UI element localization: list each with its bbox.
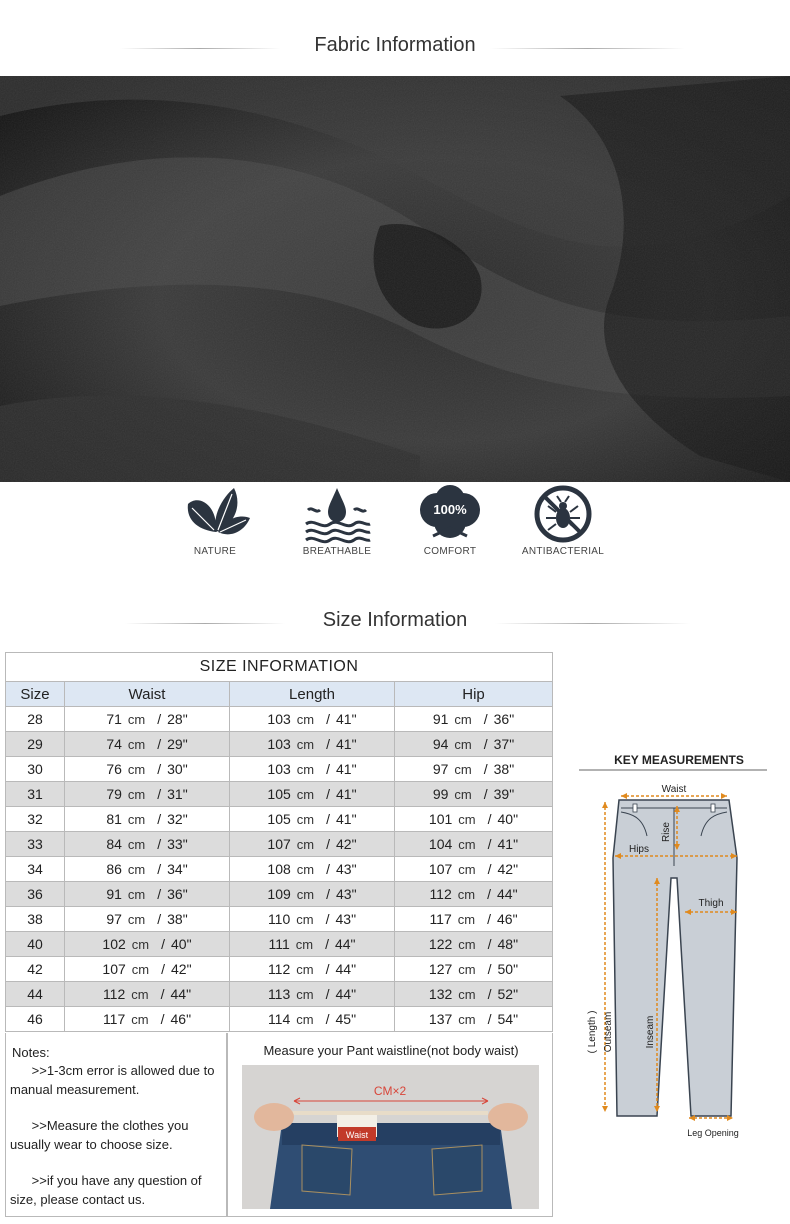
hip-inch-value: 44" — [497, 886, 518, 902]
length-inch-value: 42" — [336, 836, 357, 852]
table-header-row — [6, 682, 553, 707]
hip-cell — [395, 832, 553, 857]
separator: / — [487, 936, 492, 952]
waist-inch-value: 40" — [171, 936, 192, 952]
tag-label: Waist — [345, 1130, 369, 1140]
no-bug-icon — [526, 484, 600, 544]
waist-cm-value: 97 — [106, 911, 122, 927]
length-cm-value: 114 — [267, 1011, 291, 1027]
table-row — [6, 707, 553, 732]
separator: / — [487, 811, 492, 827]
hip-cell — [395, 982, 553, 1007]
label-leg-opening: Leg Opening — [687, 1128, 739, 1138]
hip-cell — [395, 732, 553, 757]
waist-cell — [65, 807, 230, 832]
waist-inch-value: 32" — [167, 811, 188, 827]
table-row — [6, 782, 553, 807]
size-cell: 40 — [6, 932, 65, 957]
separator: / — [483, 786, 488, 802]
unit-label: cm — [296, 987, 314, 1002]
length-cell — [230, 832, 395, 857]
hip-inch-value: 48" — [497, 936, 519, 952]
length-cell — [230, 1007, 395, 1032]
unit-label: cm — [454, 712, 472, 727]
length-cm-value: 108 — [267, 861, 291, 877]
separator: / — [487, 836, 492, 852]
unit-label: cm — [458, 962, 476, 977]
unit-label: cm — [296, 712, 315, 727]
length-cell — [230, 982, 395, 1007]
waist-cm-value: 74 — [106, 736, 122, 752]
waist-inch-value: 44" — [170, 986, 192, 1002]
separator: / — [160, 1011, 165, 1027]
table-row — [6, 857, 553, 882]
length-cell — [230, 782, 395, 807]
separator: / — [325, 1011, 330, 1027]
size-cell: 31 — [6, 782, 65, 807]
unit-label: cm — [127, 787, 146, 802]
note-item: >>if you have any question of size, please contact us. — [10, 1173, 206, 1207]
waist-cell — [65, 932, 230, 957]
unit-label: cm — [295, 937, 314, 952]
hip-cm-value: 91 — [432, 711, 449, 727]
separator: / — [161, 936, 166, 952]
hip-inch-value: 41" — [497, 836, 519, 852]
separator: / — [157, 811, 162, 827]
length-cell — [230, 932, 395, 957]
waist-cm-value: 86 — [106, 861, 122, 877]
hip-cell — [395, 857, 553, 882]
unit-label: cm — [131, 1012, 149, 1027]
size-section-header — [0, 603, 790, 643]
feature-label: BREATHABLE — [302, 546, 372, 557]
separator: / — [157, 786, 162, 802]
size-cell: 30 — [6, 757, 65, 782]
separator: / — [325, 911, 330, 927]
hip-cm-value: 94 — [432, 736, 449, 752]
separator: / — [326, 761, 331, 777]
length-inch-value: 44" — [335, 986, 357, 1002]
note-item: >>1-3cm error is allowed due to manual measurement. — [10, 1063, 219, 1097]
unit-label: cm — [454, 762, 472, 777]
length-cm-value: 110 — [267, 911, 291, 927]
separator: / — [326, 811, 331, 827]
table-row — [6, 957, 553, 982]
fabric-section-header — [0, 28, 790, 68]
table-row — [6, 982, 553, 1007]
fabric-photo — [0, 76, 790, 482]
column-header-waist: Waist — [65, 682, 230, 707]
waist-cm-value: 91 — [106, 886, 122, 902]
unit-label: cm — [296, 762, 315, 777]
length-cm-value: 105 — [267, 786, 291, 802]
unit-label: cm — [127, 812, 146, 827]
separator: / — [483, 711, 488, 727]
table-row — [6, 757, 553, 782]
separator: / — [157, 886, 162, 902]
unit-label: cm — [127, 912, 146, 927]
label-rise: Rise — [661, 821, 672, 843]
hip-cm-value: 132 — [428, 986, 453, 1002]
waist-cell — [65, 957, 230, 982]
hip-cell — [395, 707, 553, 732]
size-cell: 46 — [6, 1007, 65, 1032]
unit-label: cm — [458, 987, 476, 1002]
separator: / — [483, 736, 488, 752]
hip-cell — [395, 782, 553, 807]
unit-label: cm — [296, 912, 314, 927]
hip-inch-value: 52" — [497, 986, 519, 1002]
notes-panel — [5, 1033, 227, 1217]
waist-cm-value: 76 — [106, 761, 122, 777]
waist-cell — [65, 907, 230, 932]
waist-cell — [65, 832, 230, 857]
separator: / — [160, 986, 165, 1002]
length-inch-value: 43" — [335, 911, 357, 927]
waist-inch-value: 29" — [167, 736, 188, 752]
separator: / — [487, 961, 492, 977]
unit-label: cm — [457, 887, 476, 902]
feature-breathable — [282, 484, 392, 557]
tape-label: CM×2 — [373, 1084, 407, 1098]
waist-cell — [65, 732, 230, 757]
size-cell: 44 — [6, 982, 65, 1007]
length-inch-value: 43" — [336, 861, 357, 877]
hip-inch-value: 42" — [497, 861, 519, 877]
waist-inch-value: 28" — [167, 711, 188, 727]
unit-label: cm — [458, 1012, 476, 1027]
hip-inch-value: 39" — [493, 786, 515, 802]
feature-icons — [170, 484, 620, 564]
divider — [490, 48, 685, 49]
waist-inch-value: 42" — [171, 961, 192, 977]
hip-cell — [395, 757, 553, 782]
length-cm-value: 105 — [267, 811, 291, 827]
unit-label: cm — [127, 862, 146, 877]
table-body — [6, 707, 553, 1032]
length-cell — [230, 707, 395, 732]
hip-cm-value: 112 — [429, 886, 452, 902]
waist-cm-value: 102 — [102, 936, 126, 952]
length-cell — [230, 907, 395, 932]
hip-cm-value: 104 — [428, 836, 453, 852]
length-cm-value: 103 — [267, 761, 291, 777]
waist-cell — [65, 882, 230, 907]
waist-inch-value: 38" — [167, 911, 188, 927]
feature-nature — [160, 484, 270, 557]
hip-cell — [395, 957, 553, 982]
separator: / — [487, 886, 491, 902]
waist-inch-value: 34" — [167, 861, 188, 877]
table-row — [6, 932, 553, 957]
length-cell — [230, 882, 395, 907]
waist-cm-value: 79 — [106, 786, 122, 802]
separator: / — [157, 861, 162, 877]
unit-label: cm — [296, 837, 315, 852]
hip-cm-value: 99 — [432, 786, 449, 802]
waist-inch-value: 31" — [167, 786, 188, 802]
column-header-hip: Hip — [395, 682, 553, 707]
length-cell — [230, 957, 395, 982]
table-caption: SIZE INFORMATION — [6, 653, 553, 682]
separator: / — [325, 986, 330, 1002]
section-title: Size Information — [322, 609, 468, 631]
length-cm-value: 112 — [267, 961, 291, 977]
unit-label: cm — [131, 962, 150, 977]
unit-label: cm — [296, 787, 315, 802]
separator: / — [487, 986, 492, 1002]
waist-inch-value: 46" — [170, 1011, 192, 1027]
length-cm-value: 111 — [268, 936, 290, 952]
waist-inch-value: 36" — [167, 886, 188, 902]
unit-label: cm — [296, 1012, 314, 1027]
separator: / — [326, 861, 331, 877]
separator: / — [487, 911, 491, 927]
separator: / — [326, 711, 331, 727]
unit-label: cm — [296, 962, 314, 977]
feature-label: NATURE — [193, 546, 237, 557]
cotton-badge-text: 100% — [433, 502, 467, 517]
waist-cm-value: 107 — [102, 961, 126, 977]
hip-cm-value: 107 — [428, 861, 453, 877]
waist-cm-value: 81 — [106, 811, 122, 827]
waist-cm-value: 84 — [106, 836, 122, 852]
unit-label: cm — [127, 762, 146, 777]
hip-cell — [395, 882, 553, 907]
hip-cell — [395, 932, 553, 957]
waist-cell — [65, 1007, 230, 1032]
water-drop-icon — [300, 484, 374, 544]
waist-cell — [65, 857, 230, 882]
waist-cm-value: 117 — [102, 1011, 126, 1027]
column-header-length: Length — [230, 682, 395, 707]
separator: / — [487, 861, 492, 877]
unit-label: cm — [296, 862, 315, 877]
label-inseam: Inseam — [645, 1015, 656, 1049]
unit-label: cm — [458, 937, 476, 952]
separator: / — [483, 761, 488, 777]
table-row — [6, 882, 553, 907]
hip-inch-value: 50" — [497, 961, 519, 977]
length-inch-value: 41" — [336, 811, 357, 827]
length-inch-value: 41" — [336, 736, 357, 752]
separator: / — [157, 836, 162, 852]
hip-inch-value: 38" — [493, 761, 515, 777]
hip-inch-value: 40" — [497, 811, 519, 827]
separator: / — [326, 836, 331, 852]
size-cell: 28 — [6, 707, 65, 732]
separator: / — [325, 936, 329, 952]
hip-inch-value: 36" — [493, 711, 515, 727]
feature-comfort — [395, 484, 505, 557]
separator: / — [157, 911, 162, 927]
hip-cell — [395, 907, 553, 932]
unit-label: cm — [458, 862, 476, 877]
key-measurements-panel — [577, 748, 772, 1148]
unit-label: cm — [454, 737, 472, 752]
hip-inch-value: 37" — [493, 736, 515, 752]
waist-inch-value: 30" — [167, 761, 188, 777]
divider — [495, 623, 690, 624]
separator: / — [326, 886, 331, 902]
unit-label: cm — [296, 737, 315, 752]
length-inch-value: 41" — [336, 761, 357, 777]
waist-cell — [65, 757, 230, 782]
cotton-100-icon — [413, 484, 487, 544]
separator: / — [326, 786, 331, 802]
length-cell — [230, 807, 395, 832]
table-row — [6, 732, 553, 757]
label-outseam: Outseam — [603, 1011, 614, 1053]
size-cell: 32 — [6, 807, 65, 832]
feature-antibacterial — [508, 484, 618, 557]
separator: / — [157, 711, 162, 727]
feature-label: COMFORT — [423, 546, 477, 557]
measure-panel — [227, 1033, 553, 1217]
length-inch-value: 41" — [336, 786, 357, 802]
waist-cm-value: 112 — [102, 986, 126, 1002]
label-waist: Waist — [661, 784, 687, 795]
hip-cm-value: 101 — [428, 811, 453, 827]
hip-cell — [395, 807, 553, 832]
size-cell: 42 — [6, 957, 65, 982]
size-cell: 38 — [6, 907, 65, 932]
length-cell — [230, 732, 395, 757]
waist-cell — [65, 707, 230, 732]
separator: / — [157, 761, 162, 777]
hip-cm-value: 122 — [428, 936, 453, 952]
hip-cell — [395, 1007, 553, 1032]
length-cell — [230, 757, 395, 782]
label-thigh: Thigh — [698, 898, 724, 909]
table-row — [6, 807, 553, 832]
size-cell: 33 — [6, 832, 65, 857]
section-title: Fabric Information — [314, 34, 476, 56]
length-cm-value: 107 — [267, 836, 291, 852]
table-row — [6, 832, 553, 857]
unit-label: cm — [127, 837, 146, 852]
waist-cell — [65, 782, 230, 807]
length-cm-value: 113 — [267, 986, 291, 1002]
separator: / — [161, 961, 166, 977]
size-table — [5, 652, 553, 1032]
size-cell: 29 — [6, 732, 65, 757]
table-row — [6, 907, 553, 932]
unit-label: cm — [131, 937, 150, 952]
unit-label: cm — [131, 987, 149, 1002]
separator: / — [487, 1011, 492, 1027]
length-inch-value: 44" — [334, 936, 356, 952]
hip-cm-value: 97 — [432, 761, 449, 777]
unit-label: cm — [457, 912, 476, 927]
table-row — [6, 1007, 553, 1032]
hip-cm-value: 117 — [429, 911, 452, 927]
label-hips: Hips — [628, 844, 650, 855]
unit-label: cm — [127, 712, 146, 727]
waist-measure-photo — [242, 1065, 539, 1209]
column-header-size: Size — [6, 682, 65, 707]
notes-title: Notes: — [12, 1045, 50, 1060]
length-inch-value: 45" — [335, 1011, 357, 1027]
length-inch-value: 44" — [335, 961, 357, 977]
size-cell: 36 — [6, 882, 65, 907]
length-cm-value: 109 — [267, 886, 291, 902]
unit-label: cm — [296, 887, 315, 902]
waist-cell — [65, 982, 230, 1007]
feature-label: ANTIBACTERIAL — [521, 546, 605, 557]
length-inch-value: 43" — [336, 886, 357, 902]
hip-cm-value: 127 — [428, 961, 453, 977]
unit-label: cm — [458, 812, 476, 827]
waist-cm-value: 71 — [106, 711, 122, 727]
unit-label: cm — [296, 812, 315, 827]
separator: / — [326, 736, 331, 752]
unit-label: cm — [127, 737, 146, 752]
note-item: >>Measure the clothes you usually wear to choose size. — [10, 1118, 193, 1152]
length-cell — [230, 857, 395, 882]
waist-inch-value: 33" — [167, 836, 188, 852]
hip-inch-value: 46" — [497, 911, 518, 927]
leaves-icon — [178, 484, 252, 544]
length-inch-value: 41" — [336, 711, 357, 727]
hip-inch-value: 54" — [497, 1011, 519, 1027]
unit-label: cm — [127, 887, 146, 902]
measure-title: Measure your Pant waistline(not body waist) — [263, 1043, 519, 1058]
key-measurements-title: KEY MEASUREMENTS — [614, 753, 744, 767]
separator: / — [325, 961, 330, 977]
unit-label: cm — [458, 837, 476, 852]
unit-label: cm — [454, 787, 472, 802]
label-length: ( Length ) — [587, 1010, 598, 1054]
hip-cm-value: 137 — [428, 1011, 453, 1027]
length-cm-value: 103 — [267, 736, 291, 752]
length-cm-value: 103 — [267, 711, 291, 727]
size-cell: 34 — [6, 857, 65, 882]
separator: / — [157, 736, 162, 752]
